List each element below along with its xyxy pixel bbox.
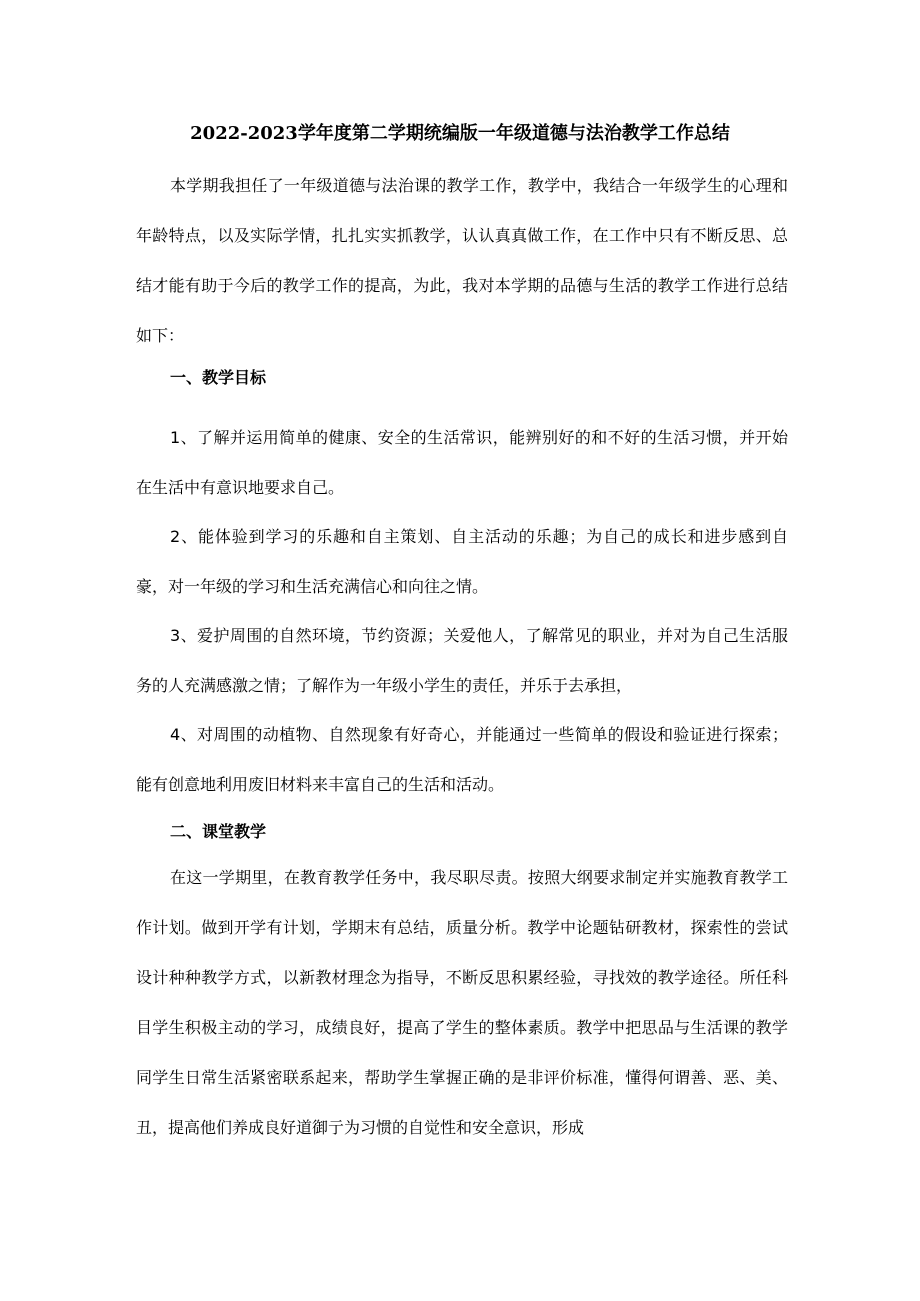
document-title: 2022-2023学年度第二学期统编版一年级道德与法治教学工作总结 [190, 123, 730, 144]
goal-item-4: 4、对周围的动植物、自然现象有好奇心，并能通过一些简单的假设和验证进行探索；能有创意地利用废旧材料来丰富自己的生活和活动。 [136, 725, 788, 794]
intro-paragraph: 本学期我担任了一年级道德与法治课的教学工作，教学中，我结合一年级学生的心理和年龄特点，以及实际学情，扎扎实实抓教学，认认真真做工作，在工作中只有不断反思、总结才能有助于今后的教学工作的提高，为此，我对本学期的品德与生活的教学工作进行总结如下： [136, 176, 788, 345]
classroom-teaching-paragraph: 在这一学期里，在教育教学任务中，我尽职尽责。按照大纲要求制定并实施教育教学工作计划。做到开学有计划，学期末有总结，质量分析。教学中论题钻研教材，探索性的尝试设计种种教学方式，以新教材理念为指导，不断反思积累经验，寻找效的教学途径。所任科目学生积极主动的学习，成绩良好，提高了学生的整体素质。教学中把思品与生活课的教学同学生日常生活紧密联系起来，帮助学生掌握正确的是非评价标准，懂得何谓善、恶、美、丑，提高他们养成良好道御亍为习惯的自觉性和安全意识，形成 [136, 868, 788, 1137]
goal-item-1: 1、了解并运用简单的健康、安全的生活常识，能辨别好的和不好的生活习惯，并开始在生活中有意识地要求自己。 [136, 428, 788, 497]
section-heading-teaching-goals: 一、教学目标 [170, 368, 267, 387]
goal-item-3: 3、爱护周围的自然环境，节约资源；关爱他人，了解常见的职业，并对为自己生活服务的人充满感激之情；了解作为一年级小学生的责任，并乐于去承担， [136, 626, 788, 695]
section-heading-classroom-teaching: 二、课堂教学 [170, 822, 267, 841]
goal-item-2: 2、能体验到学习的乐趣和自主策划、自主活动的乐趣；为自己的成长和进步感到自豪，对一年级的学习和生活充满信心和向往之情。 [136, 527, 788, 596]
